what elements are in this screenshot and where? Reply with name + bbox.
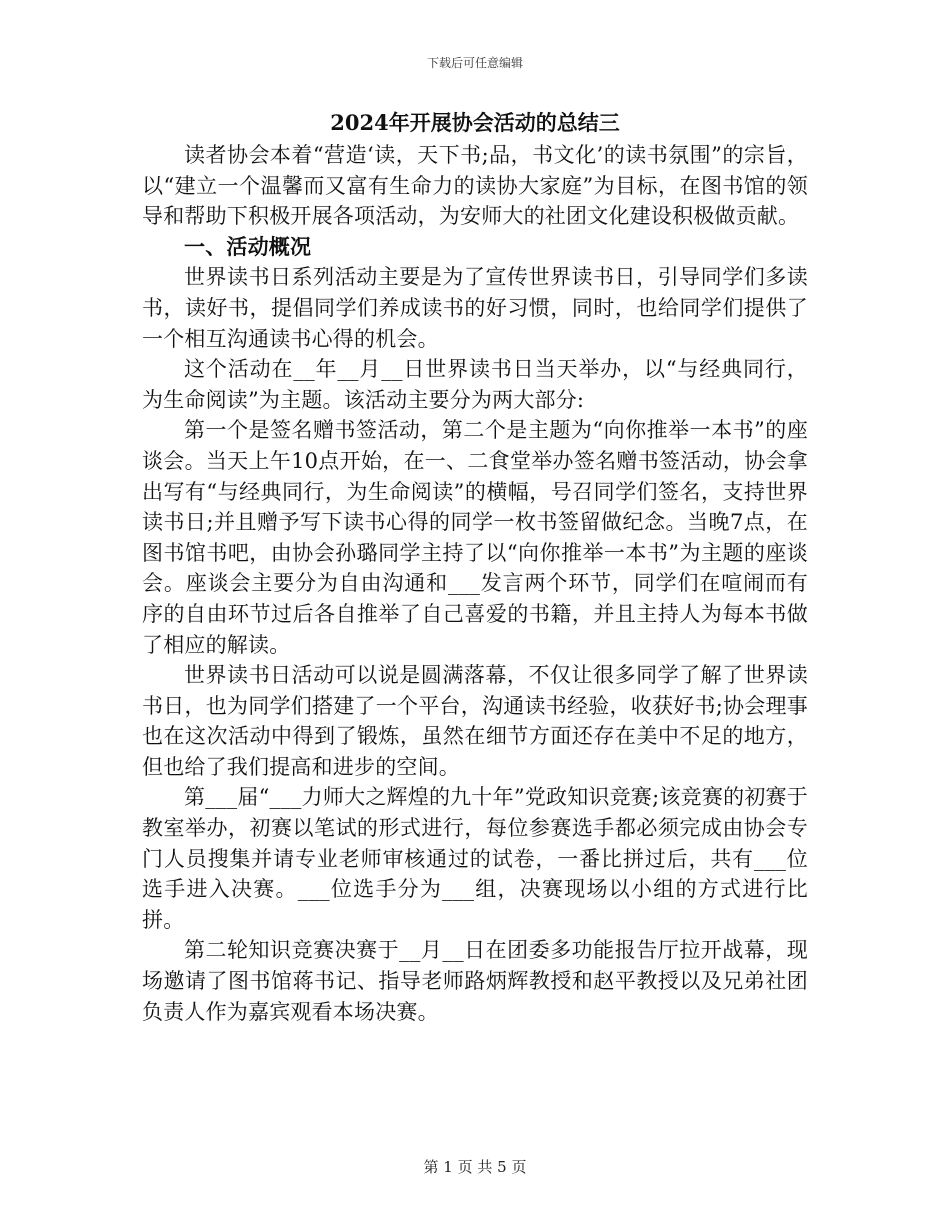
- document-title: 2024年开展协会活动的总结三: [330, 110, 620, 135]
- page-header-note: 下载后可任意编辑: [426, 56, 523, 70]
- document-body: [142, 106, 808, 1027]
- paragraph-reading-day-date: 这个活动在__年__月__日世界读书日当天举办，以“与经典同行，为生命阅读”为主题。该活动主要分为两大部分:: [142, 357, 808, 412]
- section-heading-activity-overview: 一、活动概况: [184, 233, 312, 259]
- paragraph-reading-day-parts: 第一个是签名赠书签活动，第二个是主题为“向你推举一本书”的座谈会。当天上午10点开始，在一、二食堂举办签名赠书签活动，协会拿出写有“与经典同行，为生命阅读”的横幅，号召同学们签名，支持世界读书日;并且赠予写下读书心得的同学一枚书签留做纪念。当晚7点，在图书馆书吧，由协会孙璐同学主持了以“向你推举一本书”为主题的座谈会。座谈会主要分为自由沟通和___发言两个环节，同学们在喧闹而有序的自由环节过后各自推举了自己喜爱的书籍，并且主持人为每本书做了相应的解读。: [142, 418, 808, 657]
- paragraph-reading-day-summary: 世界读书日活动可以说是圆满落幕，不仅让很多同学了解了世界读书日，也为同学们搭建了一个平台，沟通读书经验，收获好书;协会理事也在这次活动中得到了锻炼，虽然在细节方面还存在美中不足的地方，但也给了我们提高和进步的空间。: [142, 663, 808, 779]
- paragraph-intro: 读者协会本着“营造‘读，天下书;品，书文化’的读书氛围”的宗旨，以“建立一个温馨而又富有生命力的读协大家庭”为目标，在图书馆的领导和帮助下积极开展各项活动，为安师大的社团文化建设积极做贡献。: [142, 143, 808, 229]
- paragraph-contest-final: 第二轮知识竞赛决赛于__月__日在团委多功能报告厅拉开战幕，现场邀请了图书馆蒋书记、指导老师路炳辉教授和赵平教授以及兄弟社团负责人作为嘉宾观看本场决赛。: [142, 938, 808, 1024]
- page-number: 第 1 页 共 5 页: [423, 1158, 527, 1176]
- paragraph-knowledge-contest: 第___届“___力师大之辉煌的九十年”党政知识竞赛;该竞赛的初赛于教室举办，初赛以笔试的形式进行，每位参赛选手都必须完成由协会专门人员搜集并请专业老师审核通过的试卷，一番比拼过后，共有___位选手进入决赛。___位选手分为___组，决赛现场以小组的方式进行比拼。: [142, 785, 808, 932]
- paragraph-reading-day-purpose: 世界读书日系列活动主要是为了宣传世界读书日，引导同学们多读书，读好书，提倡同学们养成读书的好习惯，同时，也给同学们提供了一个相互沟通读书心得的机会。: [142, 265, 808, 351]
